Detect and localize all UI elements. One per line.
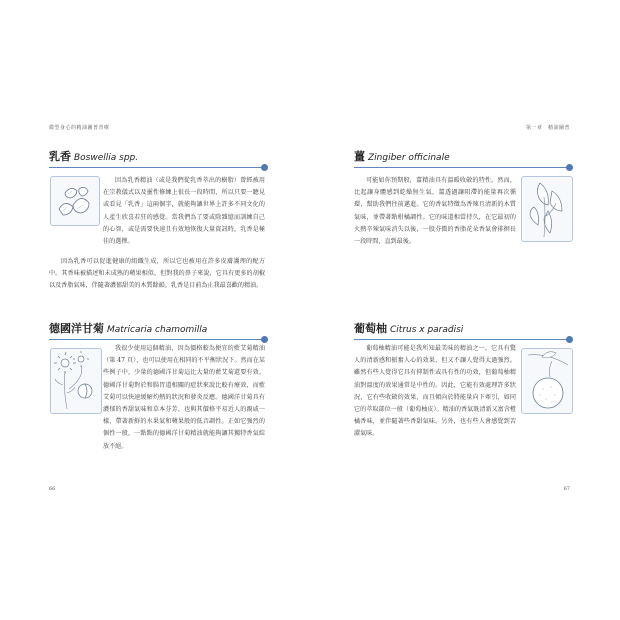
- paragraph: 因為乳香精油（或是我們從乳香萃出的樹脂）曾經被用在宗教儀式以及靈性修練上很長一段時間，所以只要一聽見或看見「乳香」這兩個字，就能夠讓世界上許多不同文化的人產生欣喜若狂的感覺。當我們為了要或除雜憶而訓練自己的心智，或是需要快速且有效地恢復大量資訊時，乳香是極佳的選擇。: [103, 177, 265, 246]
- page-number-left: 66: [49, 486, 56, 492]
- paragraph: 葡萄柚精油可能是我所知最美味的精油之一。它具有驚人的清新感和振奮人心的效果，但又不讓人覺得太過強烈。雖然有些人覺得它具有抑制性或具有性的功效，但葡萄柚精油對溫度的效果通常是中性的。因此，它能有效處理許多狀況，它有些收斂的效果，而且傾向於將能量向下牽引，如同它的萃取部位一般（葡萄柚皮）。精油的香氣既清新又富含橙橘香味，並伴隨著些香甜氣味。另外，也有些人會感覺到苦澀氣味。: [354, 345, 516, 438]
- paragraph: 我很少使用這個精油，因為價格較為便宜的藍艾菊精油（第 47 頁），也可以使用在相同的不平衡狀況下。然而在某些例子中，少量的德國洋甘菊這比大量的藍艾菊還要有效。德國洋甘菊對於和腸胃道相關的症狀來說比較有療效，而藍艾菊可以快速緩解灼熱的狀況和發炎反應。德國洋甘菊具有濃郁的香甜氣味和草本芬芳，也與其價格平易近人的親戚一樣，帶著新鮮的水果氣和蘋果般的低音調性。正如它強烈的個性一般，一點點的德國洋甘菊精油就能夠讓其獨特香氣綻放不絕。: [103, 345, 265, 450]
- entry-name: 德國洋甘菊: [49, 322, 104, 335]
- grapefruit-illustration: [521, 348, 573, 414]
- grapefruit-sketch: [522, 349, 572, 413]
- title-rule: [354, 339, 572, 340]
- entry-german-chamomile: [49, 320, 207, 336]
- frankincense-text-2: [49, 256, 265, 293]
- entry-name: 乳香: [49, 150, 71, 163]
- entry-name: 葡萄柚: [354, 322, 387, 335]
- entry-frankincense: [49, 148, 138, 164]
- entry-ginger: [354, 148, 450, 164]
- ginger-illustration: [521, 176, 573, 242]
- frankincense-text-1: [103, 175, 265, 248]
- entry-title: [49, 148, 138, 164]
- chamomile-text: [103, 343, 265, 453]
- entry-latin-name: Citrus x paradisi: [390, 325, 464, 335]
- ginger-flower-sketch: [522, 177, 572, 241]
- entry-name: 薑: [354, 150, 365, 163]
- rule-dot: [261, 336, 268, 343]
- entry-title: [49, 320, 207, 336]
- right-page: [310, 0, 620, 620]
- running-head-left: 微型身心的精油圖普青療: [49, 125, 110, 131]
- running-head-right: 第一章 精油圖普: [525, 125, 570, 131]
- rule-dot: [566, 164, 573, 171]
- page-number-right: 67: [563, 486, 570, 492]
- paragraph: 因為乳香可以促進健康的組織生成，所以它也被用在許多皮膚護理的配方中。其香味被描述和未成熟的蘋果相似，但對我的鼻子來說，它具有更多的胡椒以及香脂氣味，伴隨著濃郁甜美的木質餘韻。乳香是目前為止我最喜歡的精油。: [49, 258, 265, 290]
- rule-dot: [261, 164, 268, 171]
- entry-grapefruit: [354, 320, 463, 336]
- frankincense-illustration: [50, 176, 100, 226]
- rule-dot: [566, 336, 573, 343]
- entry-title: [354, 320, 463, 336]
- resin-sketch: [51, 177, 99, 225]
- entry-title: [354, 148, 450, 164]
- title-rule: [49, 339, 267, 340]
- title-rule: [354, 167, 572, 168]
- chamomile-illustration: [50, 348, 102, 414]
- entry-latin-name: Matricaria chamomilla: [107, 325, 208, 335]
- paragraph: 可能如你預期般，薑精油具有溫暖收斂的特性。然而，比起讓身體感到乾燥無生氣，薑透過讓阻滯的能量再次循環，幫助我們往前邁進。它的香氣特徵為香辣且清新的木質氣味，並帶著點柑橘調性。它的味道相當持久，在它最初的火熱辛辣氣味消失以後，一股芬微的香脂花朵香氣會徘徊長一段時間，直到最後。: [354, 177, 516, 246]
- entry-latin-name: Zingiber officinale: [368, 153, 450, 163]
- ginger-text: [354, 175, 516, 248]
- title-rule: [49, 167, 267, 168]
- chamomile-sketch: [51, 349, 101, 413]
- grapefruit-text: [354, 343, 516, 441]
- entry-latin-name: Boswellia spp.: [74, 153, 139, 163]
